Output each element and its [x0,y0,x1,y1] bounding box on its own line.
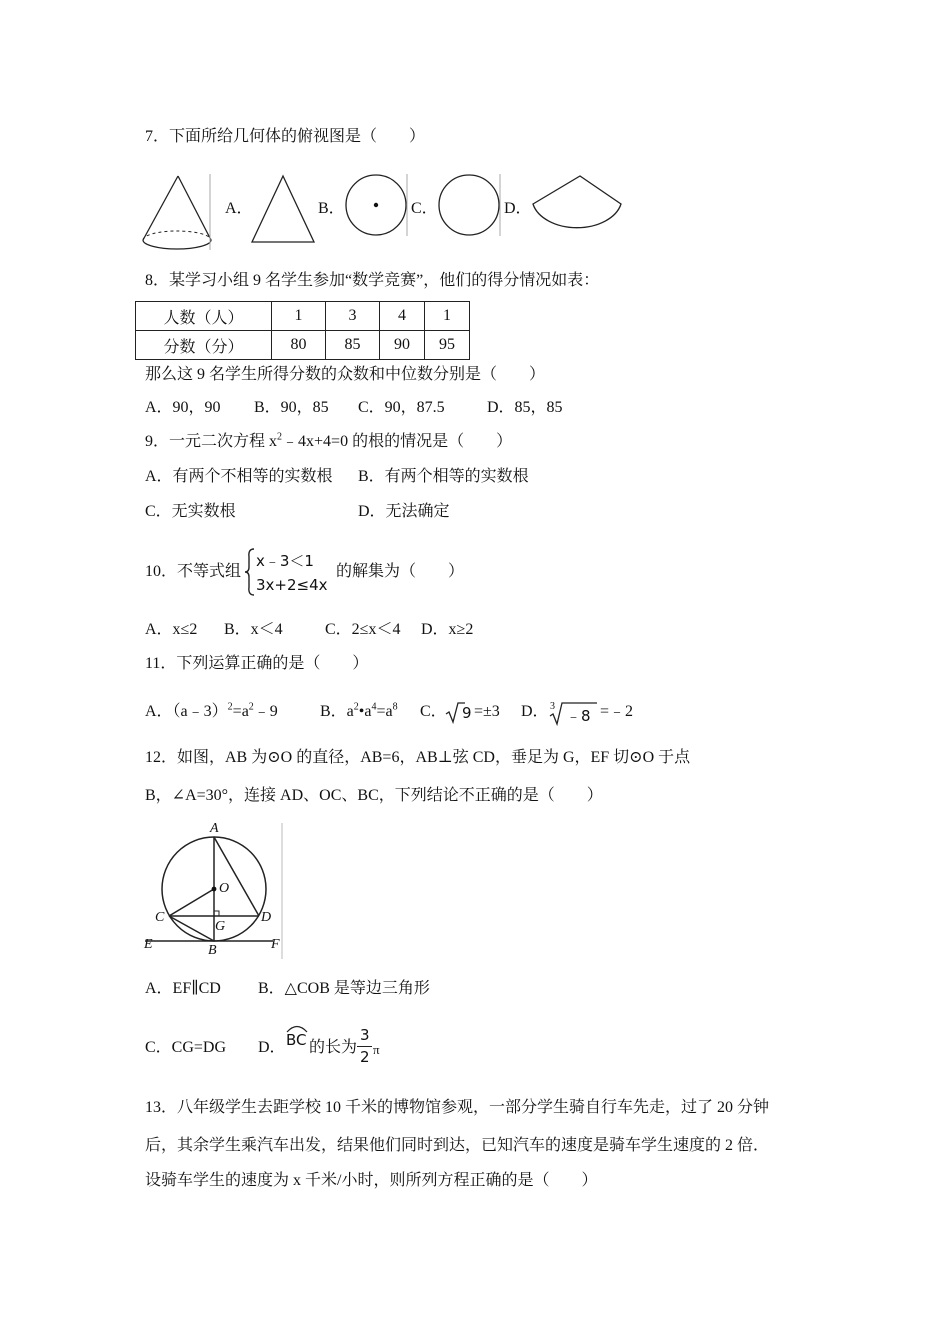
q10-option-c: C．2≤x＜4 [325,621,401,638]
q11-c-post: =±3 [474,703,500,720]
table-cell: 85 [326,331,380,360]
table-cell: 3 [326,302,380,331]
q12-d-denominator: 2 [360,1048,370,1066]
q9-stem [145,432,512,452]
table-cell: 1 [425,302,470,331]
q10-option-d: D．x≥2 [421,621,474,638]
q10-stem-b: 的解集为（ ） [336,563,465,580]
q11-b-mid2: =a [376,703,393,720]
q11-c-radicand: 9 [462,704,472,722]
q7-stem: 7．下面所给几何体的俯视图是（ ） [145,128,426,145]
q12-d-numerator: 3 [360,1026,370,1044]
q9-sup: 2 [277,431,283,443]
q8-option-a: A．90，90 [145,399,221,416]
q10-option-b: B．x＜4 [224,621,283,638]
q8-option-b: B．90，85 [254,399,329,416]
q11-a-pre: A．（a﹣3） [145,703,228,720]
option-a-triangle [252,176,314,242]
q11-a-sup1: 2 [227,701,233,713]
table-row [136,331,470,360]
q11-a-mid: =a [232,703,249,720]
q13-line-1: 13．八年级学生去距学校 10 千米的博物馆参观，一部分学生骑自行车先走，过了 20 分钟 [145,1099,770,1116]
q12-line-1: 12．如图，AB 为⊙O 的直径，AB=6，AB⊥弦 CD，垂足为 G，EF 切⊙O 于点 [145,749,691,766]
q11-b-mid: •a [358,703,372,720]
point-e-label: E [144,937,153,952]
table-cell: 95 [425,331,470,360]
q11-d-post: =﹣2 [600,703,634,720]
point-o-label: O [219,881,230,896]
point-f-label: F [271,937,280,952]
cone-figure [143,174,211,250]
q9-option-a: A．有两个不相等的实数根 [145,468,333,485]
table-cell: 90 [380,331,425,360]
q8-stem: 8．某学习小组 9 名学生参加“数学竞赛”，他们的得分情况如表： [145,272,600,289]
point-c-label: C [155,910,165,925]
q11-option-d-label: D． [521,703,549,720]
q12-option-a: A．EF∥CD [145,980,221,997]
q11-b-pre: B．a [320,703,354,720]
option-c-circle [439,174,500,236]
point-g-label: G [215,919,226,934]
q7-figures [140,170,630,252]
q11-stem: 11．下列运算正确的是（ ） [145,655,369,672]
table-cell: 人数（人） [136,302,272,331]
q11-option-c-label: C． [420,703,447,720]
q9-option-d: D．无法确定 [358,503,450,520]
table-cell: 分数（分） [136,331,272,360]
table-row [136,302,470,331]
table-cell: 80 [272,331,326,360]
table-cell: 1 [272,302,326,331]
q12-line-2: B，∠A=30°，连接 AD、OC、BC，下列结论不正确的是（ ） [145,787,603,804]
q11-option-a [145,702,278,722]
q11-d-radicand: ﹣8 [566,707,591,725]
q11-d-index: 3 [550,701,555,712]
q9-option-c: C．无实数根 [145,503,236,520]
q12-d-pi: π [373,1042,380,1057]
q11-option-b [320,702,398,722]
q8-question: 那么这 9 名学生所得分数的众数和中位数分别是（ ） [145,366,546,383]
q9-option-b: B．有两个相等的实数根 [358,468,529,485]
point-a-label: A [210,821,219,836]
q9-stem-a: 9．一元二次方程 x [145,433,278,450]
circle-diagram [143,823,284,960]
q7-label-b: B． [318,200,345,217]
point-d-label: D [261,910,272,925]
fraction-bar [357,1046,372,1047]
q7-label-c: C． [411,200,438,217]
q13-line-2: 后，其余学生乘汽车出发，结果他们同时到达，已知汽车的速度是骑车学生速度的 2 倍． [145,1137,770,1154]
q12-d-arc-text: BC [286,1031,307,1049]
q11-b-sup2: 4 [371,701,377,713]
q8-option-c: C．90，87.5 [358,399,445,416]
q11-a-sup2: 2 [248,701,254,713]
option-d-sector [533,176,621,228]
q10-ineq-1: x﹣3＜1 [256,552,314,570]
q12-d-mid: 的长为 [309,1039,358,1056]
q12-option-d-label: D． [258,1039,286,1056]
q10-option-a: A．x≤2 [145,621,198,638]
q10-ineq-2: 3x+2≤4x [256,576,328,594]
q10-stem-a: 10．不等式组 [145,563,242,580]
q12-option-c: C．CG=DG [145,1039,227,1056]
score-table [135,301,470,360]
q12-circle-figure [143,823,284,960]
q9-stem-b: ﹣4x+4=0 的根的情况是（ ） [282,433,513,450]
q12-option-b: B．△COB 是等边三角形 [258,980,430,997]
option-b-circle-dot [346,174,407,236]
q7-label-d: D． [504,200,532,217]
q11-b-sup3: 8 [392,701,398,713]
q11-b-sup1: 2 [353,701,359,713]
q11-a-post: ﹣9 [253,703,278,720]
table-cell: 4 [380,302,425,331]
point-b-label: B [208,943,217,958]
brace-icon [244,547,256,597]
q7-label-a: A． [225,200,253,217]
q8-option-d: D．85，85 [487,399,563,416]
q13-line-3: 设骑车学生的速度为 x 千米/小时，则所列方程正确的是（ ） [145,1172,598,1189]
